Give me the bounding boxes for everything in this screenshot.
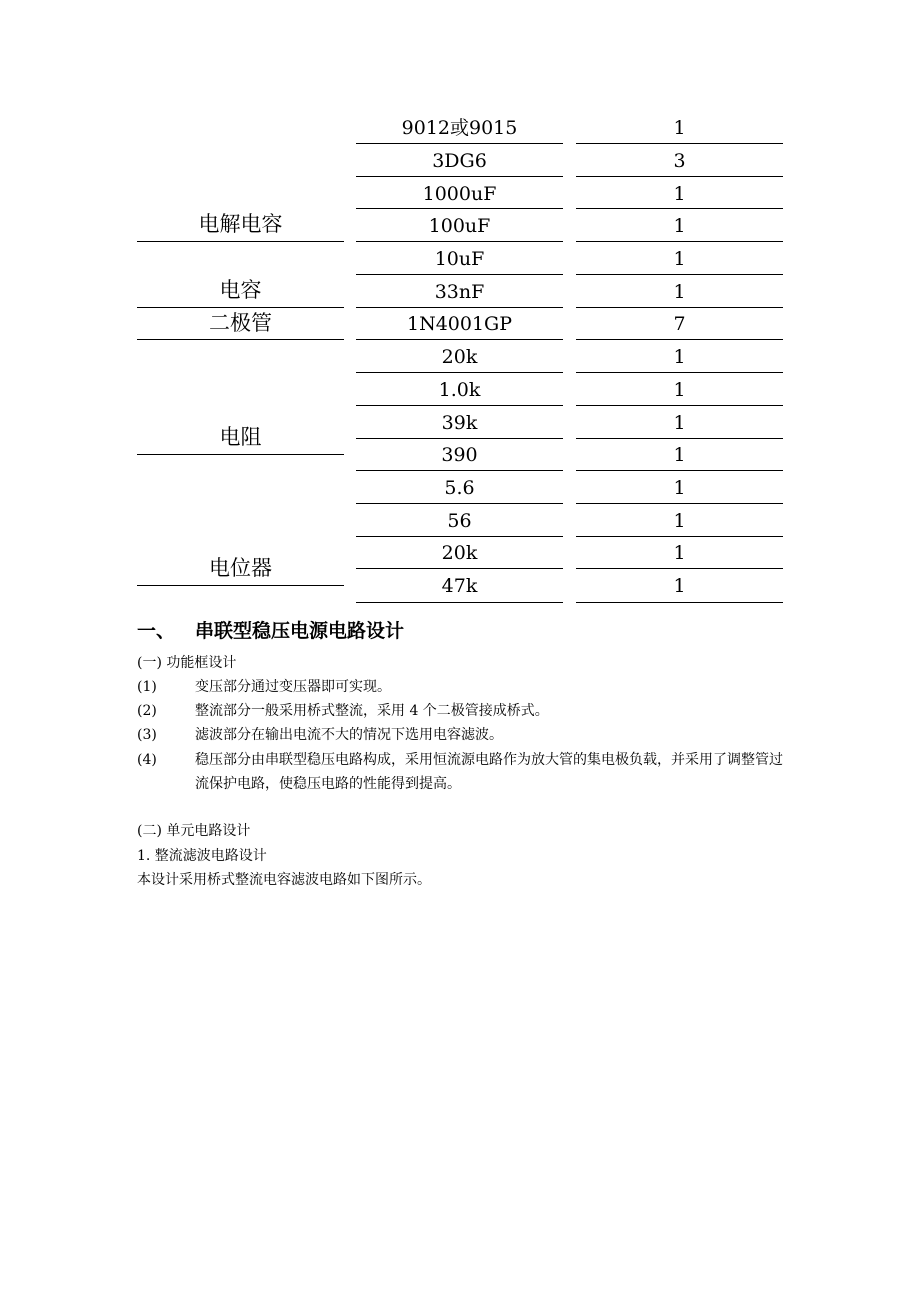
row-divider (356, 274, 563, 275)
row-divider (356, 307, 563, 308)
row-divider (356, 405, 563, 406)
spec-cell: 20k (441, 346, 478, 368)
qty-cell: 1 (673, 248, 686, 270)
row-divider (356, 568, 563, 569)
category-divider (137, 307, 344, 308)
spec-cell: 9012或9015 (401, 117, 518, 139)
qty-cell: 3 (673, 150, 686, 172)
spec-cell: 10uF (434, 248, 485, 270)
row-divider (356, 503, 563, 504)
list-item (137, 700, 787, 722)
spec-cell: 1.0k (438, 379, 481, 401)
body-paragraph: 本设计采用桥式整流电容滤波电路如下图所示。 (137, 872, 431, 888)
category-divider (137, 339, 344, 340)
row-divider (576, 438, 783, 439)
row-divider (576, 503, 783, 504)
subsection-title: (二) 单元电路设计 (137, 823, 251, 839)
spec-cell: 3DG6 (432, 150, 487, 172)
row-divider (576, 176, 783, 177)
list-index: (4) (137, 752, 157, 768)
row-divider (576, 536, 783, 537)
spec-cell: 39k (441, 412, 478, 434)
qty-cell: 1 (673, 575, 686, 597)
qty-cell: 1 (673, 444, 686, 466)
list-item (137, 748, 787, 796)
spec-cell: 5.6 (444, 477, 475, 499)
category-divider (137, 241, 344, 242)
row-divider (576, 143, 783, 144)
spec-cell: 47k (441, 575, 478, 597)
list-item (137, 676, 787, 698)
list-index: (2) (137, 703, 157, 719)
row-divider (576, 602, 783, 603)
row-divider (356, 438, 563, 439)
row-divider (356, 339, 563, 340)
row-divider (576, 470, 783, 471)
subsubsection-title: 1. 整流滤波电路设计 (137, 848, 267, 864)
list-text: 整流部分一般采用桥式整流，采用 4 个二极管接成桥式。 (195, 703, 549, 719)
category-divider (137, 585, 344, 586)
spec-cell: 100uF (428, 215, 491, 237)
spec-cell: 56 (447, 510, 472, 532)
row-divider (356, 143, 563, 144)
qty-cell: 1 (673, 117, 686, 139)
subsection-title: (一) 功能框设计 (137, 655, 237, 671)
list-text: 滤波部分在输出电流不大的情况下选用电容滤波。 (195, 727, 503, 743)
list-index: (1) (137, 679, 157, 695)
row-divider (356, 241, 563, 242)
row-divider (576, 274, 783, 275)
row-divider (356, 372, 563, 373)
spec-cell: 1000uF (422, 183, 497, 205)
category-divider (137, 454, 344, 455)
row-divider (356, 208, 563, 209)
category-label: 电容 (219, 278, 262, 302)
qty-cell: 1 (673, 346, 686, 368)
qty-cell: 1 (673, 215, 686, 237)
category-label: 电位器 (209, 556, 272, 580)
row-divider (576, 568, 783, 569)
section-number: 一、 (137, 620, 176, 642)
list-text: 变压部分通过变压器即可实现。 (195, 679, 391, 695)
section-title: 串联型稳压电源电路设计 (195, 620, 405, 642)
qty-cell: 1 (673, 542, 686, 564)
qty-cell: 1 (673, 183, 686, 205)
row-divider (576, 339, 783, 340)
spec-cell: 390 (441, 444, 478, 466)
spec-cell: 1N4001GP (406, 313, 513, 335)
qty-cell: 1 (673, 412, 686, 434)
row-divider (356, 536, 563, 537)
qty-cell: 1 (673, 379, 686, 401)
row-divider (356, 602, 563, 603)
row-divider (356, 176, 563, 177)
row-divider (576, 307, 783, 308)
row-divider (576, 241, 783, 242)
section-heading (137, 616, 404, 643)
list-text: 稳压部分由串联型稳压电路构成，采用恒流源电路作为放大管的集电极负载，并采用了调整管过流保护电路，使稳压电路的性能得到提高。 (195, 752, 783, 792)
spec-cell: 20k (441, 542, 478, 564)
row-divider (576, 208, 783, 209)
spec-cell: 33nF (434, 281, 485, 303)
list-item (137, 724, 787, 746)
qty-cell: 1 (673, 510, 686, 532)
list-index: (3) (137, 727, 157, 743)
row-divider (576, 405, 783, 406)
qty-cell: 1 (673, 477, 686, 499)
category-label: 二极管 (209, 311, 272, 335)
category-label: 电解电容 (198, 212, 283, 236)
qty-cell: 7 (673, 313, 686, 335)
qty-cell: 1 (673, 281, 686, 303)
row-divider (576, 372, 783, 373)
category-label: 电阻 (219, 425, 262, 449)
row-divider (356, 470, 563, 471)
